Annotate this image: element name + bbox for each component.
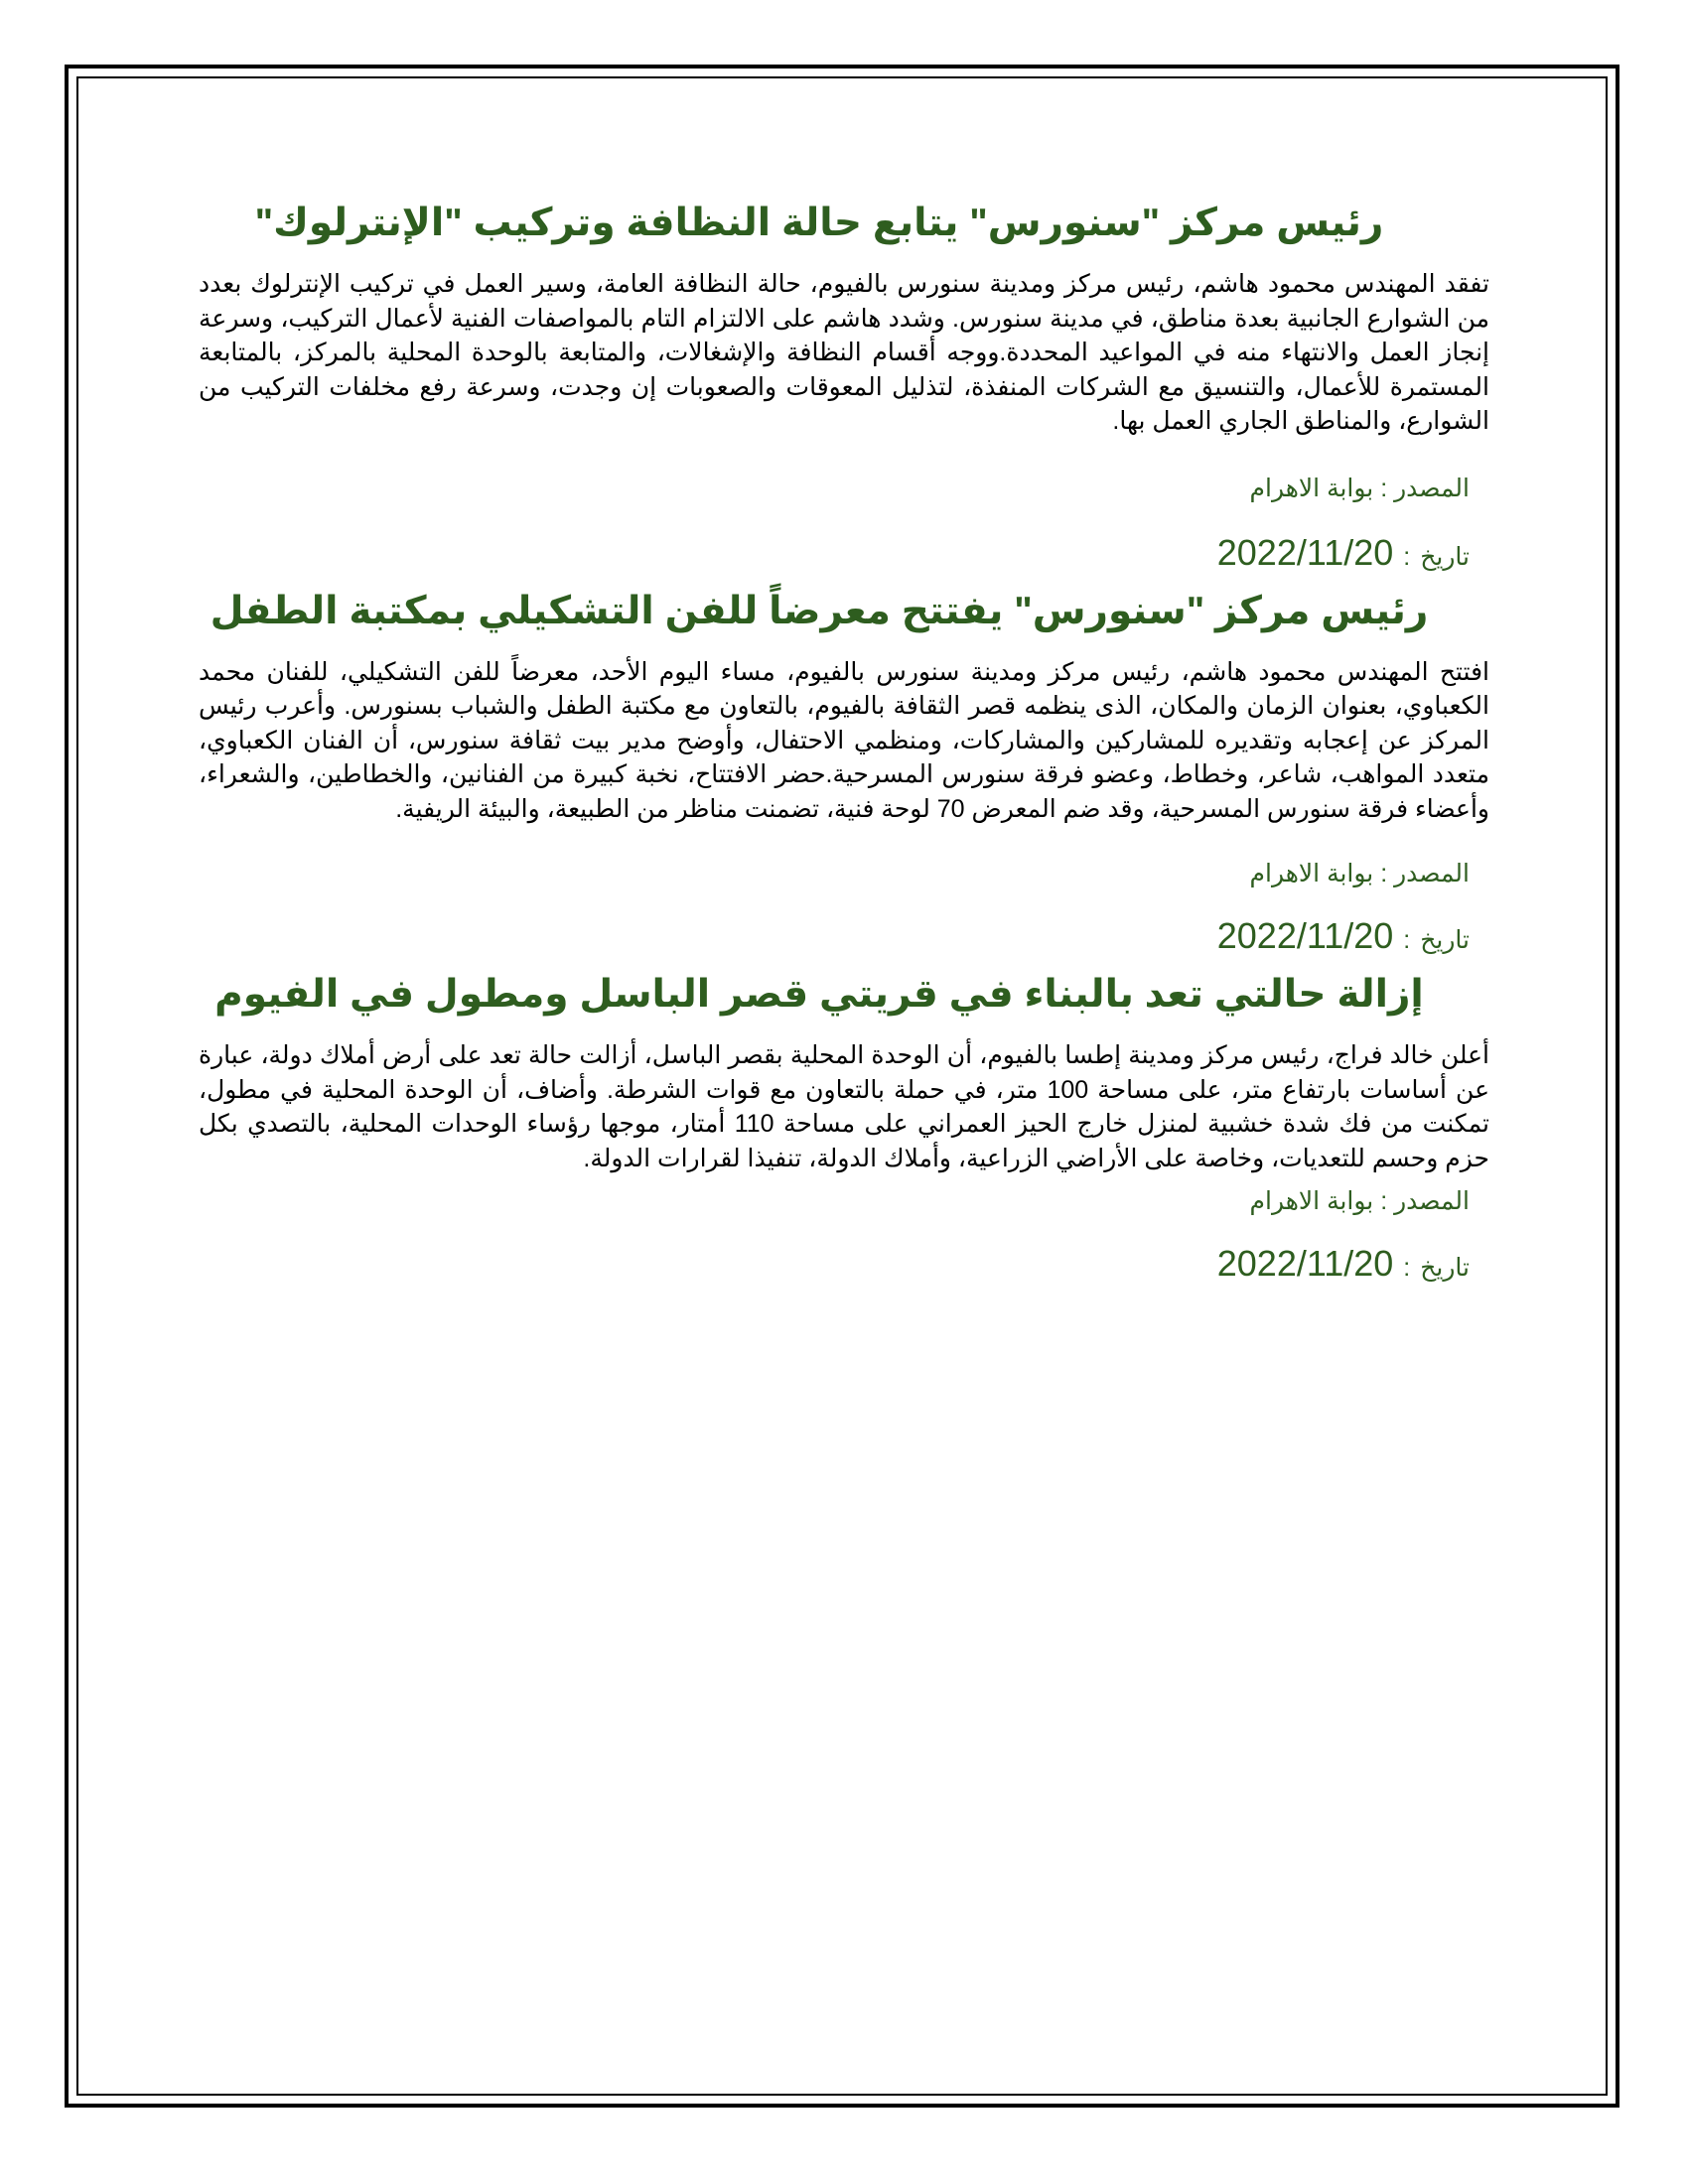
- date-value: 2022/11/20: [1216, 1243, 1394, 1284]
- news-article: [199, 582, 1489, 966]
- news-article: [199, 194, 1489, 582]
- article-body: افتتح المهندس محمود هاشم، رئيس مركز ومدينة سنورس بالفيوم، مساء اليوم الأحد، معرضاً للفن التشكيلي، للفنان محمد الكعباوي، بعنوان الزمان والمكان، الذى ينظمه قصر الثقافة بالفيوم، بالتعاون مع مكتبة الطفل والشباب بسنورس. وأعرب رئيس المركز عن إعجابه وتقديره للمشاركين والمشاركات، ومنظمي الاحتفال، وأوضح مدير بيت ثقافة سنورس، أن الفنان الكعباوي، متعدد المواهب، شاعر، وخطاط، وعضو فرقة سنورس المسرحية.حضر الافتتاح، نخبة كبيرة من الفنانين، والخطاطين، والشعراء، وأعضاء فرقة سنورس المسرحية، وقد ضم المعرض 70 لوحة فنية، تضمنت مناظر من الطبيعة، والبيئة الريفية.: [199, 657, 1489, 823]
- source-label: المصدر: [1394, 860, 1470, 887]
- article-date: تاريخ : 2022/11/20: [1216, 915, 1470, 956]
- article-body: تفقد المهندس محمود هاشم، رئيس مركز ومدينة سنورس بالفيوم، حالة النظافة العامة، وسير العمل في تركيب الإنترلوك بعدد من الشوارع الجانبية بعدة مناطق، في مدينة سنورس. وشدد هاشم على الالتزام التام بالمواصفات الفنية لأعمال التركيب، وسرعة إنجاز العمل والانتهاء منه في المواعيد المحددة.ووجه أقسام النظافة والإشغالات، والمتابعة بالوحدة المحلية بالمركز، بالمتابعة المستمرة للأعمال، والتنسيق مع الشركات المنفذة، لتذليل المعوقات والصعوبات إن وجدت، وسرعة رفع مخلفات التركيب من الشوارع، والمناطق الجاري العمل بها.: [199, 270, 1489, 435]
- article-headline: رئيس مركز "سنورس" يفتتح معرضاً للفن التشكيلي بمكتبة الطفل: [210, 589, 1429, 632]
- document-content: [199, 194, 1489, 1293]
- date-label: تاريخ: [1420, 542, 1470, 571]
- source-value: بوابة الاهرام: [1249, 474, 1374, 502]
- article-source: المصدر : بوابة الاهرام: [1249, 474, 1470, 502]
- date-label: تاريخ: [1420, 1254, 1470, 1282]
- article-source: المصدر : بوابة الاهرام: [1249, 860, 1470, 887]
- date-value: 2022/11/20: [1216, 531, 1394, 573]
- article-headline: إزالة حالتي تعد بالبناء في قريتي قصر الباسل ومطول في الفيوم: [214, 973, 1424, 1016]
- article-headline: رئيس مركز "سنورس" يتابع حالة النظافة وتركيب "الإنترلوك": [254, 202, 1384, 244]
- source-label: المصدر: [1394, 1187, 1470, 1215]
- source-value: بوابة الاهرام: [1249, 860, 1374, 887]
- article-source: المصدر : بوابة الاهرام: [1249, 1187, 1470, 1215]
- article-date: تاريخ : 2022/11/20: [1216, 1243, 1470, 1284]
- source-label: المصدر: [1394, 474, 1470, 502]
- date-label: تاريخ: [1420, 926, 1470, 954]
- article-body: أعلن خالد فراج، رئيس مركز ومدينة إطسا بالفيوم، أن الوحدة المحلية بقصر الباسل، أزالت حالة تعد على أرض أملاك دولة، عبارة عن أساسات بارتفاع متر، على مساحة 100 متر، في حملة بالتعاون مع قوات الشرطة. وأضاف، أن الوحدة المحلية في مطول، تمكنت من فك شدة خشبية لمنزل خارج الحيز العمراني على مساحة 110 أمتار، موجها رؤساء الوحدات المحلية، بالتصدي بكل حزم وحسم للتعديات، وخاصة على الأراضي الزراعية، وأملاك الدولة، تنفيذا لقرارات الدولة.: [199, 1041, 1489, 1172]
- article-date: تاريخ : 2022/11/20: [1216, 531, 1470, 573]
- source-value: بوابة الاهرام: [1249, 1187, 1374, 1215]
- date-value: 2022/11/20: [1216, 915, 1394, 956]
- news-article: [199, 965, 1489, 1293]
